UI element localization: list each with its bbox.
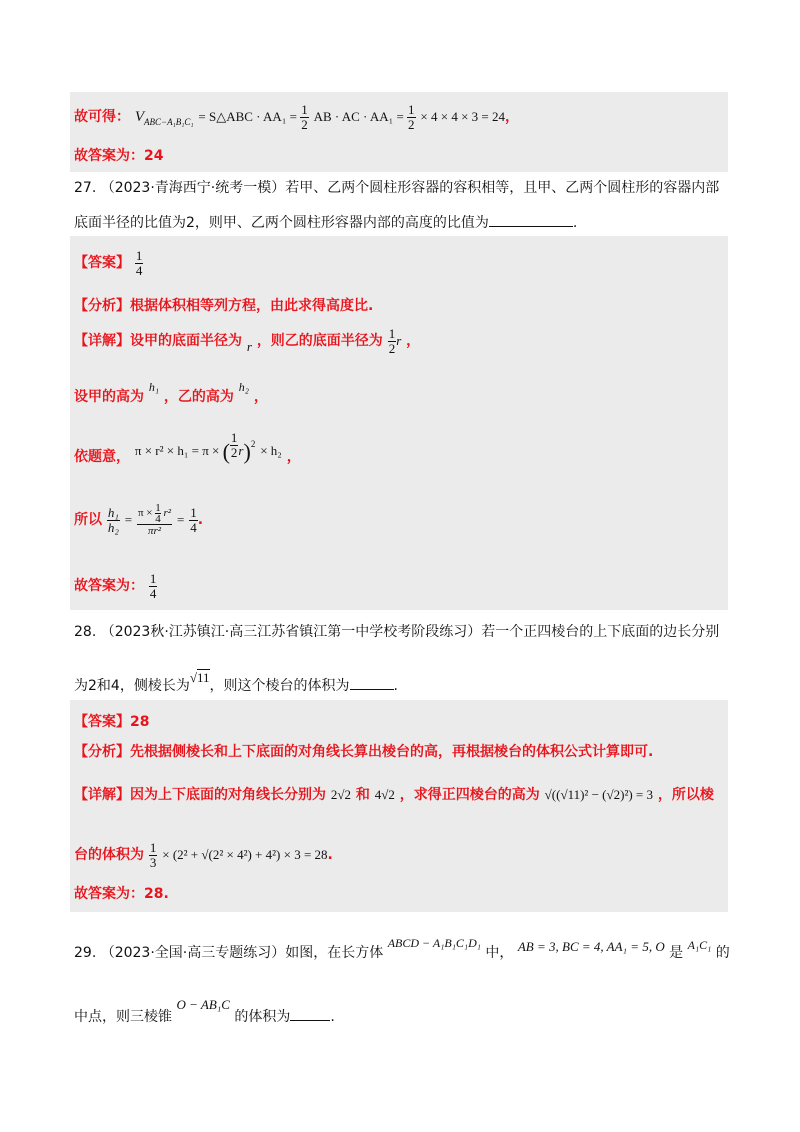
answer-line-26: 故答案为：24 bbox=[74, 148, 164, 164]
q27-detail-3: 依题意， π × r² × h₁ = π × ( $\frac{1}{2}$ r)$^2$ × h₂ ， bbox=[74, 430, 301, 465]
q28-detail-2: 台的体积为 $\frac{1}{3}$ × (2² + √(2² × 4²) + 4²) × 3 = 28. bbox=[74, 839, 333, 870]
solution-block-27 bbox=[70, 236, 728, 610]
q28-detail-1: 【详解】因为上下底面的对角线长分别为 2√2 和 4√2 ，求得正四棱台的高为 √((√11)² − (√2)²) = 3 ，所以棱 bbox=[74, 787, 714, 803]
q29-stem-line2: 中点，则三棱锥 O − AB₁C 的体积为 . bbox=[74, 997, 335, 1025]
q28-stem-line2: 为2和4，侧棱长为√11，则这个棱台的体积为 . bbox=[74, 670, 398, 694]
q27-analysis: 【分析】根据体积相等列方程，由此求得高度比. bbox=[74, 298, 374, 314]
q28-answer: 【答案】28 bbox=[74, 714, 150, 730]
q28-final: 故答案为：28. bbox=[74, 886, 169, 902]
q27-final: 故答案为： $\frac{1}{4}$ bbox=[74, 570, 157, 601]
q27-answer: 【答案】 $\frac{1}{4}$ bbox=[74, 247, 143, 278]
answer-blank bbox=[350, 675, 394, 690]
q28-stem-line1: 28. （2023秋·江苏镇江·高三江苏省镇江第一中学校考阶段练习）若一个正四棱台的上下底面的边长分别 bbox=[74, 624, 720, 640]
answer-blank bbox=[489, 212, 573, 227]
q27-stem-line2: 底面半径的比值为2，则甲、乙两个圆柱形容器内部的高度的比值为 . bbox=[74, 212, 577, 233]
conclusion-line: 故可得： $V_{ABC-A_1B_1C_1}$ = S△ABC · AA₁ = $\frac{1}{2}$ AB · AC · AA₁ = $\frac{1}{2}$ × 4 × 4 × 3 = 24， bbox=[74, 101, 519, 132]
answer-blank bbox=[290, 1006, 330, 1021]
q27-detail-1: 【详解】设甲的底面半径为 r ，则乙的底面半径为 $\frac{1}{2}$ r ， bbox=[74, 325, 421, 356]
q27-detail-2: 设甲的高为 h₁ ，乙的高为 h₂ ， bbox=[74, 380, 268, 405]
q28-analysis: 【分析】先根据侧棱长和上下底面的对角线长算出棱台的高，再根据棱台的体积公式计算即可. bbox=[74, 744, 654, 760]
q29-stem-line1: 29. （2023·全国·高三专题练习）如图，在长方体 ABCD − A₁B₁C₁D₁ 中， AB = 3, BC = 4, AA₁ = 5, O 是 A₁C₁ 的 bbox=[74, 936, 730, 961]
q27-detail-4: 所以 $\frac{\text{h₁}}{\text{h₂}}$ = π × $\frac{1}{4}$ r² πr² = $\frac{1}{4}$ . bbox=[74, 502, 204, 537]
q27-stem-line1: 27. （2023·青海西宁·统考一模）若甲、乙两个圆柱形容器的容积相等，且甲、乙两个圆柱形的容器内部 bbox=[74, 180, 720, 196]
